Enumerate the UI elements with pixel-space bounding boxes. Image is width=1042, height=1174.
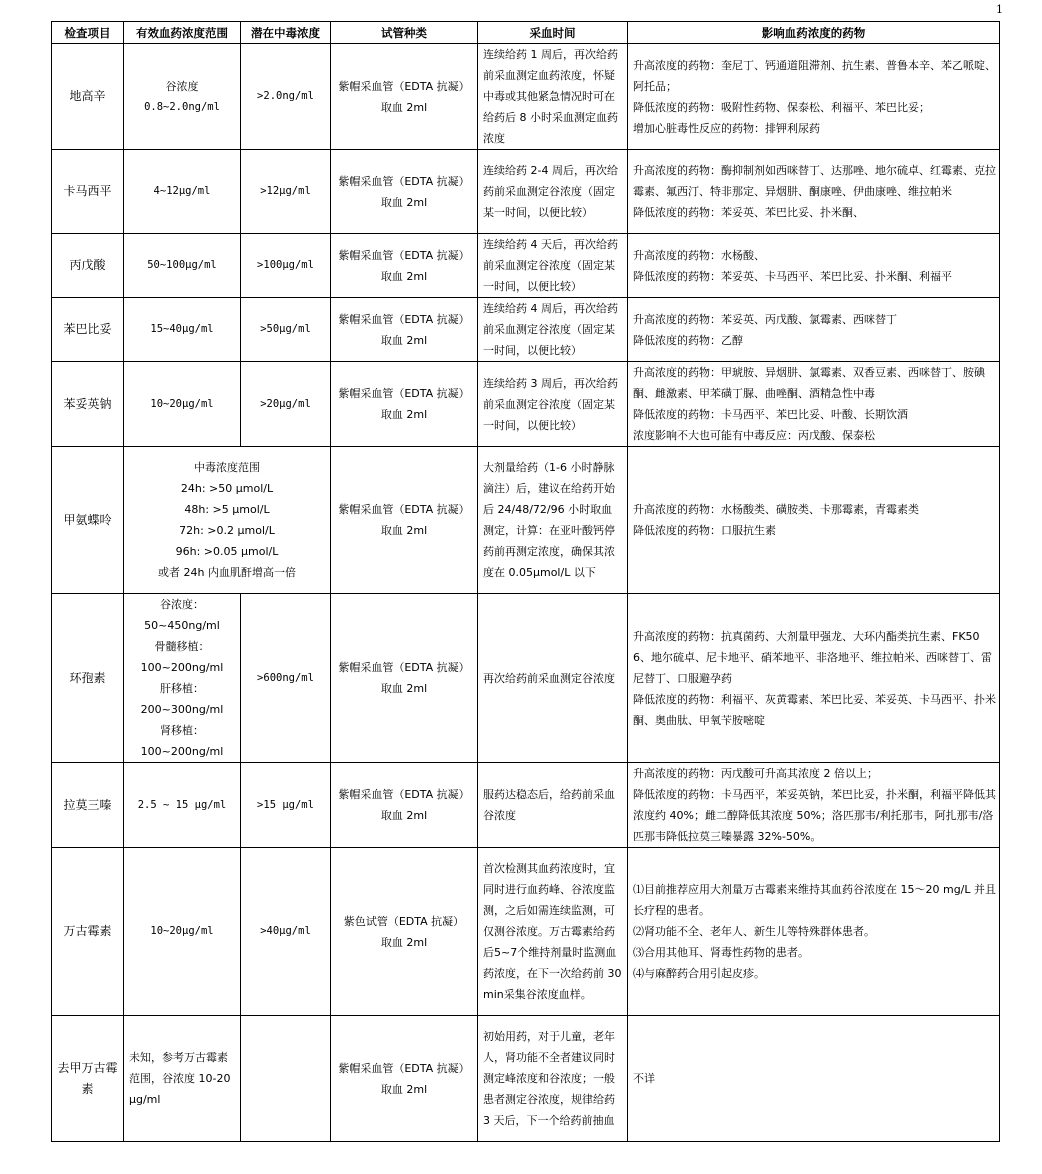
toxic-concentration-range: 中毒浓度范围 24h: >50 μmol/L 48h: >5 μmol/L 72h: >0.2 μmol/L 96h: >0.05 μmol/L 或者 24h 内血肌酐增高一倍 [124, 447, 331, 594]
sampling-time: 连续给药 4 周后，再次给药前采血测定谷浓度（固定某一时间，以便比较） [478, 298, 628, 362]
drug-name: 拉莫三嗪 [52, 763, 124, 848]
table-row [52, 1016, 1000, 1142]
table-row [52, 44, 1000, 150]
drug-name: 环孢素 [52, 594, 124, 763]
effective-range: 10~20μg/ml [124, 362, 241, 447]
table-row [52, 763, 1000, 848]
effective-range: 谷浓度 0.8~2.0ng/ml [124, 44, 241, 150]
affecting-drugs: ⑴目前推荐应用大剂量万古霉素来维持其血药谷浓度在 15～20 mg/L 并且长疗程的患者。 ⑵肾功能不全、老年人、新生儿等特殊群体患者。 ⑶合用其他耳、肾毒性药物的患者。 ⑷与麻醉药合用引起皮疹。 [628, 848, 1000, 1016]
sampling-time: 连续给药 1 周后，再次给药前采血测定血药浓度，怀疑中毒或其他紧急情况时可在给药后 8 小时采血测定血药浓度 [478, 44, 628, 150]
sampling-time: 连续给药 3 周后，再次给药前采血测定谷浓度（固定某一时间，以便比较） [478, 362, 628, 447]
drug-name: 苯妥英钠 [52, 362, 124, 447]
effective-range: 未知，参考万古霉素范围，谷浓度 10-20 μg/ml [124, 1016, 241, 1142]
drug-name: 苯巴比妥 [52, 298, 124, 362]
header-toxic: 潜在中毒浓度 [241, 22, 331, 44]
affecting-drugs: 不详 [628, 1016, 1000, 1142]
sampling-time: 初始用药，对于儿童，老年人，肾功能不全者建议同时测定峰浓度和谷浓度；一般患者测定谷浓度，规律给药 3 天后，下一个给药前抽血 [478, 1016, 628, 1142]
tube-type: 紫帽采血管（EDTA 抗凝） 取血 2ml [331, 1016, 478, 1142]
affecting-drugs: 升高浓度的药物：丙戊酸可升高其浓度 2 倍以上； 降低浓度的药物：卡马西平，苯妥英钠，苯巴比妥，扑米酮，利福平降低其浓度约 40%；雌二醇降低其浓度 50%；洛匹那韦/利托那韦，阿扎那韦/洛匹那韦降低拉莫三嗪暴露 32%-50%。 [628, 763, 1000, 848]
sampling-time: 再次给药前采血测定谷浓度 [478, 594, 628, 763]
header-drug: 检查项目 [52, 22, 124, 44]
affecting-drugs: 升高浓度的药物：抗真菌药、大剂量甲强龙、大环内酯类抗生素、FK506、地尔硫卓、尼卡地平、硝苯地平、非洛地平、维拉帕米、西咪替丁、雷尼替丁、口服避孕药 降低浓度的药物：利福平、灰黄霉素、苯巴比妥、苯妥英、卡马西平、扑米酮、奥曲肽、甲氧苄胺嘧啶 [628, 594, 1000, 763]
tube-type: 紫帽采血管（EDTA 抗凝） 取血 2ml [331, 150, 478, 234]
drug-name: 丙戊酸 [52, 234, 124, 298]
effective-range: 10~20μg/ml [124, 848, 241, 1016]
tube-type: 紫帽采血管（EDTA 抗凝） 取血 2ml [331, 594, 478, 763]
drug-name: 地高辛 [52, 44, 124, 150]
toxic-concentration: >2.0ng/ml [241, 44, 331, 150]
drug-name: 甲氨蝶呤 [52, 447, 124, 594]
page-number: 1 [996, 3, 1003, 16]
affecting-drugs: 升高浓度的药物：酶抑制剂如西咪替丁、达那唑、地尔硫卓、红霉素、克拉霉素、氟西汀、特非那定、异烟肼、酮康唑、伊曲康唑、维拉帕米 降低浓度的药物：苯妥英、苯巴比妥、扑米酮、 [628, 150, 1000, 234]
affecting-drugs: 升高浓度的药物：水杨酸、 降低浓度的药物：苯妥英、卡马西平、苯巴比妥、扑米酮、利福平 [628, 234, 1000, 298]
toxic-concentration: >20μg/ml [241, 362, 331, 447]
effective-range: 2.5 ~ 15 μg/ml [124, 763, 241, 848]
effective-range: 4~12μg/ml [124, 150, 241, 234]
toxic-concentration: >50μg/ml [241, 298, 331, 362]
affecting-drugs: 升高浓度的药物：水杨酸类、磺胺类、卡那霉素，青霉素类 降低浓度的药物：口服抗生素 [628, 447, 1000, 594]
affecting-drugs: 升高浓度的药物：甲琥胺、异烟肼、氯霉素、双香豆素、西咪替丁、胺碘酮、雌激素、甲苯磺丁脲、曲唑酮、酒精急性中毒 降低浓度的药物：卡马西平、苯巴比妥、叶酸、长期饮酒 浓度影响不大也可能有中毒反应：丙戊酸、保泰松 [628, 362, 1000, 447]
sampling-time: 服药达稳态后，给药前采血谷浓度 [478, 763, 628, 848]
toxic-concentration: >100μg/ml [241, 234, 331, 298]
sampling-time: 连续给药 2-4 周后，再次给药前采血测定谷浓度（固定某一时间，以便比较） [478, 150, 628, 234]
header-timing: 采血时间 [478, 22, 628, 44]
toxic-concentration [241, 1016, 331, 1142]
table-row [52, 234, 1000, 298]
table-row [52, 150, 1000, 234]
toxic-concentration: >15 μg/ml [241, 763, 331, 848]
tube-type: 紫帽采血管（EDTA 抗凝） 取血 2ml [331, 447, 478, 594]
table-row [52, 298, 1000, 362]
effective-range: 50~100μg/ml [124, 234, 241, 298]
tube-type: 紫帽采血管（EDTA 抗凝） 取血 2ml [331, 763, 478, 848]
header-effects: 影响血药浓度的药物 [628, 22, 1000, 44]
tube-type: 紫帽采血管（EDTA 抗凝） 取血 2ml [331, 44, 478, 150]
toxic-concentration: >40μg/ml [241, 848, 331, 1016]
sampling-time: 大剂量给药（1-6 小时静脉滴注）后，建议在给药开始后 24/48/72/96 小时取血测定，计算：在亚叶酸钙停药前再测定浓度，确保其浓度在 0.05μmol/L 以下 [478, 447, 628, 594]
sampling-time: 首次检测其血药浓度时，宜同时进行血药峰、谷浓度监测，之后如需连续监测，可仅测谷浓度。万古霉素给药后5~7个维持剂量时监测血药浓度，在下一次给药前 30 min采集谷浓度血样。 [478, 848, 628, 1016]
effective-range: 谷浓度： 50~450ng/ml 骨髓移植： 100~200ng/ml 肝移植： 200~300ng/ml 肾移植： 100~200ng/ml [124, 594, 241, 763]
affecting-drugs: 升高浓度的药物：苯妥英、丙戊酸、氯霉素、西咪替丁 降低浓度的药物：乙醇 [628, 298, 1000, 362]
drug-monitoring-table [51, 21, 1000, 1142]
drug-name: 卡马西平 [52, 150, 124, 234]
table-row [52, 848, 1000, 1016]
tube-type: 紫帽采血管（EDTA 抗凝） 取血 2ml [331, 298, 478, 362]
header-tube: 试管种类 [331, 22, 478, 44]
tube-type: 紫色试管（EDTA 抗凝） 取血 2ml [331, 848, 478, 1016]
drug-name: 万古霉素 [52, 848, 124, 1016]
drug-name: 去甲万古霉素 [52, 1016, 124, 1142]
table-row [52, 594, 1000, 763]
toxic-concentration: >600ng/ml [241, 594, 331, 763]
toxic-concentration: >12μg/ml [241, 150, 331, 234]
sampling-time: 连续给药 4 天后，再次给药前采血测定谷浓度（固定某一时间，以便比较） [478, 234, 628, 298]
tube-type: 紫帽采血管（EDTA 抗凝） 取血 2ml [331, 234, 478, 298]
header-range: 有效血药浓度范围 [124, 22, 241, 44]
effective-range: 15~40μg/ml [124, 298, 241, 362]
affecting-drugs: 升高浓度的药物：奎尼丁、钙通道阻滞剂、抗生素、普鲁本辛、苯乙哌啶、阿托品； 降低浓度的药物：吸附性药物、保泰松、利福平、苯巴比妥； 增加心脏毒性反应的药物：排钾利尿药 [628, 44, 1000, 150]
header-row [52, 22, 1000, 44]
tube-type: 紫帽采血管（EDTA 抗凝） 取血 2ml [331, 362, 478, 447]
table-row [52, 447, 1000, 594]
table-row [52, 362, 1000, 447]
